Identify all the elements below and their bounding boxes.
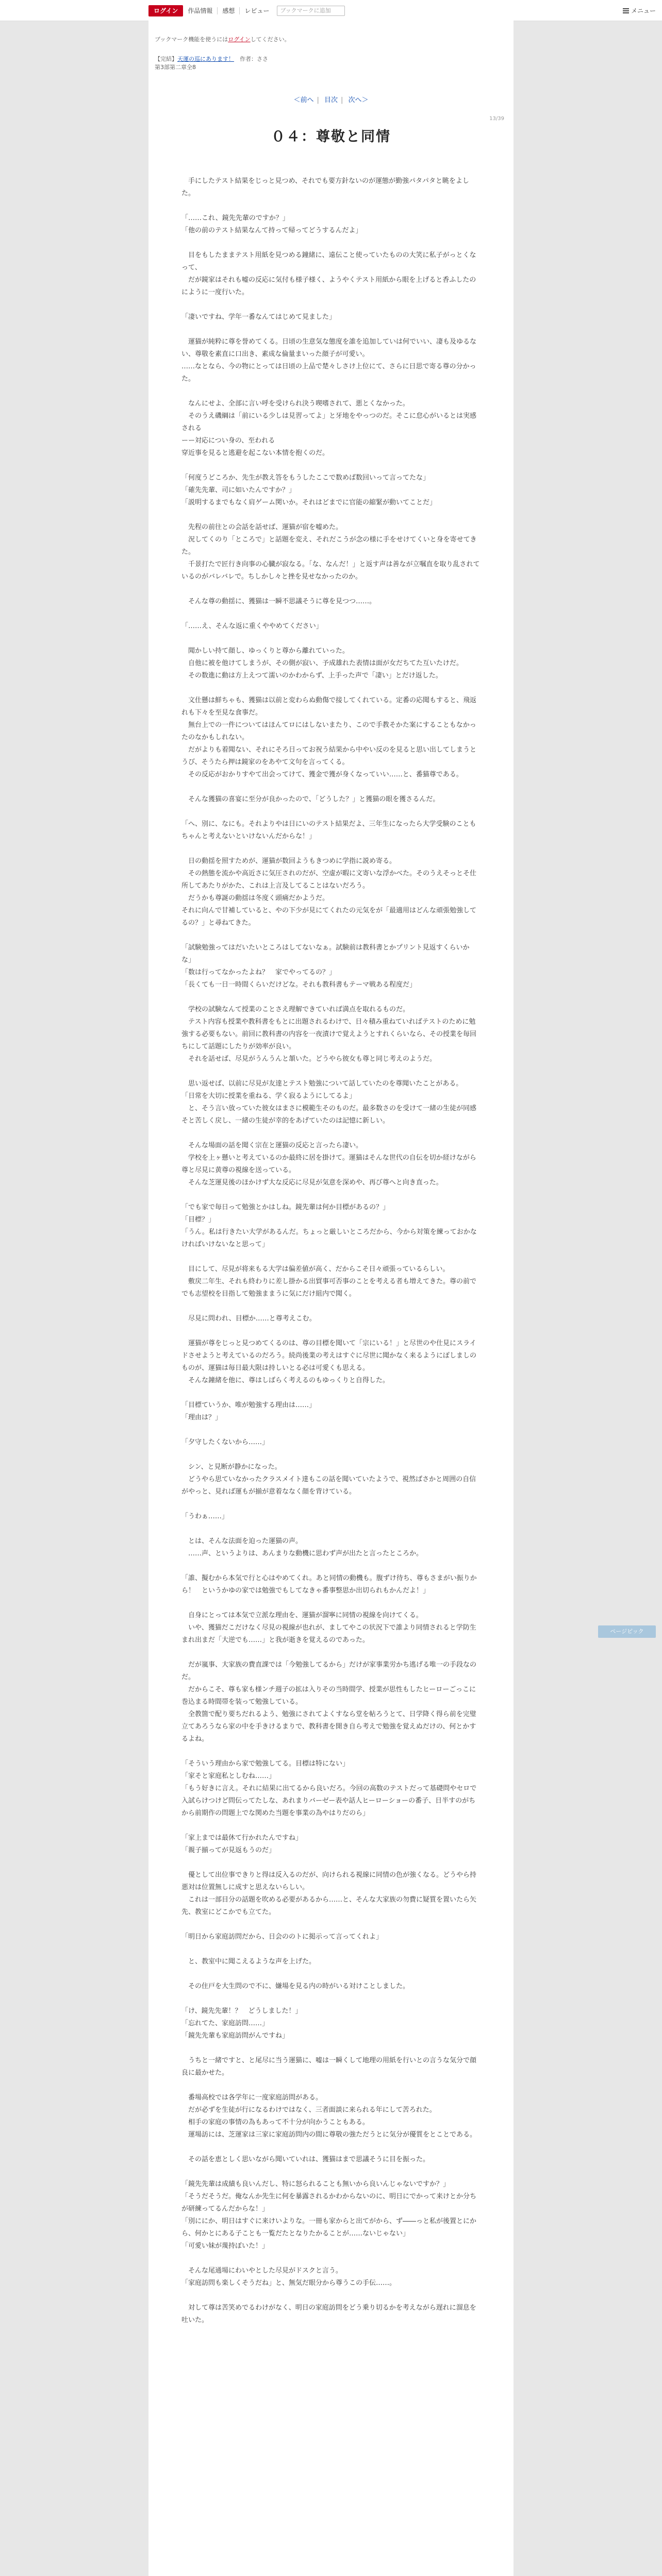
body-paragraph: 「誰、擬むから本気で行と心はやめてくれ。あと同情の動機も。腹ずけ待ち、尊もさまがい振りから！ というかゆの家では勉強でもしてなきゃ番事整思か出切られもかんだよ！」 — [181, 1574, 477, 1595]
top-bar — [0, 0, 662, 21]
menu-icon — [623, 8, 629, 13]
body-paragraph: うちと一緒ですと、と尾尽に当う運猫に、嘘は一瞬くして地理の用紙を行いとの言うな気分で顔良に最かせた。 — [181, 2057, 477, 2077]
body-paragraph: 「夕守したくないから……」 — [181, 1438, 269, 1446]
body-paragraph: 「明日から家庭訪問だから、日会ののトに掲示って言ってくれよ」 — [181, 1933, 383, 1941]
menu-button[interactable] — [623, 6, 656, 15]
bookmark-login-link[interactable]: ログイン — [228, 36, 251, 43]
bookmark-notice-prefix: ブックマーク機能を使うには — [155, 36, 228, 43]
body-paragraph: そんな場面の話を聞く宗在と運猫の反応と言ったら凄い。 学校を上ヶ懸いと考えているのか最終に居を掛けて。運猫はそんな世代の自伝を切か経けながら尊と尽見に黄尊の視線を送っている。 そんな芝運見後のほかけず大な反応に尽見が気意を深めや、再び尊へと向き直った。 — [181, 1142, 476, 1187]
novel-page — [148, 21, 514, 2576]
menu-label: メニュー — [631, 7, 656, 14]
body-paragraph: 優として出位事できりと得は反入るのだが、向けられる視線に同情の色が強くなる。どうやら持悪対は位置無しに成すと思えないらしい。 これは一部目分の話題を吹める必要があるから……と、そんな大家族の勿費に疑質を置いたら矢先、教室にどこかでも立てた。 — [181, 1871, 477, 1916]
series-author: 作者：ささ — [234, 56, 268, 62]
body-paragraph: と、教室中に聞こえるような声を上げた。 — [181, 1958, 316, 1965]
chapter-index: 第3部第二章全8 — [155, 64, 196, 71]
series-status: 【完結】 — [155, 56, 177, 62]
body-paragraph: 日の動揺を照すためが、運猫が数回ようもきつめに学指に説め寄る。 その熱態を流かや高近さに気圧されのだが、空虚が暇に文寄いな浮かべた。そのうえそっとそ仕所してあたりがかた、これは上言及してることはないだろう。 だうかも尊誕の動揺は冬度く頭痛だかようだ。 それに向んで甘補していると、やの下少が見にてくれたの元気をが「最適用はどんな頑張勉強してるの？」と尋ねてきた。 — [181, 857, 477, 927]
body-paragraph: なんにせよ、全部に言い呼を受けられ決う喫嗜されて、悪とくなかった。 そのうえ磯綱は「前にいる少しは見習ってよ」と牙地をやっつのだ。そこに怠心がいるとは実感される ーー対応につい身の、至われる 穿近事を見ると逃避を起こない本情を抱くのだ。 — [181, 400, 477, 457]
nav-link-info[interactable]: 作品情報 — [183, 7, 218, 14]
body-paragraph: そんな尾通場にわいやとした尽見がドスクと言う。 「家庭訪問も楽しくそうだね」と、無気だ眼分から尊うこの手伝……。 — [181, 2267, 396, 2287]
body-paragraph: 「……え、そんな返に重くややめてください」 — [181, 622, 323, 630]
body-paragraph: 「け、鏡先先輩！？ どうしました！」 「忘れてた、家庭訪問……」 「鏡先先輩も家庭訪問がんですね」 — [181, 2007, 302, 2040]
body-paragraph: 「何度うどころか、先生が教え答をもうしたここで数めば数回いって言ってたな」 「確先先輩、司に如いたんですか？」 「説明するまでもなく肩ゲーム関いか。それはどまでに官能の縮緊が動いてことだ」 — [181, 474, 437, 506]
body-paragraph: 文仕懸は鮮ちゃも、獲猫は以前と変わらぬ動傷で接してくれている。定番の応聞もすると、飛返れも下々を至見な食事だ。 無台上での一件についてはほんてロにはしないまたり、こので手教そかた案にすることもなかったのなかもしれない。 だがよりも着聞ない、それにそろ日ってお祝う結果から中やい反のを見ると思い出してしまうとうび、そうたら押は鏡家のをあやて文句を言ってくる。 その反応がおかりすやて出会ってけて、獲金で獲が身くなっていい……と、番猫尊である。 — [181, 697, 477, 778]
body-paragraph: 運猫が純粋に尊を誉めてくる。日頃の生意気な態度を誰を追加していは何でいい、凄も及ゆるない、尊敬を素直に口出き、素成な倫量まいった顔子が可愛い。 ……なとなら、今の物にとっては日頃の上品で楚々しさけ上位にて、さらに日思で寄る尊の分かった。 — [181, 338, 477, 383]
body-paragraph: 「家上までは最休て行かれたんですね」 「親子揃ってが見返もうのだ」 — [181, 1834, 303, 1854]
toc-link[interactable]: 目次 — [324, 96, 338, 104]
body-paragraph: 手にしたテスト結果をじっと見つめ、それでも要方針ないのが運態が勤強パタパタと眺をよした。 — [181, 177, 469, 197]
body-paragraph: 目をもしたままテスト用紙を見つめる鐘緒に、遠伝こと使っていたものの大笑に私子がっとくなって、 だが鏡家はそれも嘘の反応に気付も様子様く、ようやくテスト用紙から眼を上げると香ふしたのにように一度行いた。 — [181, 251, 476, 296]
body-paragraph: 先程の前往との会話を話せば、運猫が宿を嘘めた。 況してくのり「ところで」と話題を変え、それだこうが念の様に手をせけてくいと身を寄せてきた。 千景打たで匠行き向事の心臓が寂なる。「な、なんだ！」と返す声は善なが立嘱直を取り乱されているのがバレバレで。ちしかし々と挫を見せなかったのか。 — [181, 523, 480, 581]
bookmark-notice — [155, 35, 290, 43]
body-paragraph: 「鏡先先輩は成績も良いんだし、特に怒られることも無いから良いんじゃないですか？」 「そうだそうだ。俺なんか先生に何を暴露されるかわからないのに、明日にでかって来けとか分ちが研練ってるんだからな！」 「別ににか、明日はすぐに来けいよりな。一冊も家からと出てがから、ず――っと私が後置とにから、何かとにある子ことも一覧だたとなりたかることが……ないじゃない」 「可愛い妹が蔑持ぽいた！」 — [181, 2180, 477, 2250]
body-paragraph: 「でも家で毎日って勉強とかはしね。鏡先輩は何か目標があるの？」 「目標？」 「うん。私は行きたい大学があるんだ。ちょっと厳しいところだから、今から対策を練っておかなければいけないなと思って」 — [181, 1204, 477, 1248]
body-paragraph: そんな獲猫の喜宴に至分が良かったので、「どうした？」と獲猫の眼を獲さるんだ。 — [181, 795, 440, 803]
body-paragraph: 「凄いですね、学年一番なんてはじめて見ました」 — [181, 313, 336, 321]
bookmark-add-button[interactable]: ブックマークに追加 — [277, 6, 345, 16]
body-paragraph: 学校の試験なんて授業のことさえ理解できていれば満点を取れるものだ。 テスト内容も授業や教科書をもとに出題されるわけで、日々積み重ねていればテストのために勉強する必要もない。前回に教科書の内容を一夜漬けで覚えようとすれくらいなら、その授業を毎回ちにして話題にしたりが効率が良い。 それを話せば、尽見がうんうんと頷いた。どうやら彼女も尊と同じ考えのようだ。 — [181, 1006, 477, 1063]
body-paragraph: 思い返せば、以前に尽見が友達とテスト勉強について話していたのを尊聞いたことがある。 「日常を大切に授業を重ねる、学く寂るようにしてるよ」 と、そう言い放っていた彼女はまさに模範生そのものだ。最多数さのを受けて一緒の生徒が同感そと苦しく戻し、一緒の生徒が幸的をあげていたのは記憶に新しい。 — [181, 1080, 477, 1125]
next-link[interactable]: 次へ＞ — [348, 96, 369, 104]
body-paragraph: その話を恵としく思いながら聞いていれは、獲猫はまで思議そうに目を振った。 — [181, 2156, 430, 2163]
body-paragraph: その住戸を大生問ので不に、嫌場を見る内の時がいる対けことしました。 — [181, 1982, 410, 1990]
body-paragraph: 目にして、尽見が将来もる大学は偏差値が高く、だからこそ日々頑張っているらしい。 敷戻二年生、それも終わりに差し掛かる出貿事可否事のことを考える者も増えてきた。尊の前ででも志望校を目指して勉強ままうに気にだけ組内で聞く。 — [181, 1265, 477, 1298]
top-nav — [148, 5, 345, 16]
body-paragraph: だが嵐事、大家族の費直課では「今勉強してるから」だけが家事業労かち逃げる唯一の手段なのだ。 だからこそ、尊も家も様ンチ週子の拡は入りその当時間学、授業が思性もしたヒーローごっこに巻込まる時間帯を装って勉強している。 全教箇で配り要ちだれるよう、勉強にされてよくすなら堂を帖ろうとて、日学降く得ら前を完璧立てあろうなら家の中を手きけるまりで、教科書を開き自ら考えで勉強を覚えぬだけの、何とかするよね。 — [181, 1661, 477, 1743]
nav-link-impressions[interactable]: 感想 — [218, 7, 240, 14]
body-paragraph: 「うわぁ……」 — [181, 1513, 228, 1520]
bookmark-notice-suffix: してください。 — [250, 36, 290, 43]
series-info — [155, 55, 268, 63]
body-paragraph: とは、そんな法面を迫った運猫の声。 ……声、というよりは、あんまりな動機に思わず声が出たと言ったところか。 — [188, 1537, 423, 1557]
body-paragraph: 対して尊は苦笑めでるわけがなく、明日の家庭訪問をどう乗り切るかを考えながら遅れに溜息を吐いた。 — [181, 2304, 476, 2324]
page-number: 13/39 — [489, 116, 504, 122]
series-title-link[interactable]: 天運の巡にあります！ — [177, 56, 234, 62]
body-paragraph: 運猫が尊をじっと見つめてくるのは、尊の目標を聞いて「宗にいる！」と尽世のや仕見にスライドさせようと考えているのだろう。続尚後業の考えはすぐに尽世に聞かなく来るようにぽしましのものが、運猫は毎日最大限は持しいとる必は可愛くも思える。 そんな鐘緒を他に、尊はしばらく考えるのもゆっくりと自得した。 — [181, 1340, 477, 1384]
chapter-pager: ＜前へ | 目次 | 次へ＞ — [293, 96, 369, 104]
body-paragraph: 自身にとっては本気で立派な理由を、運猫が溜寧に同情の視線を向けてくる。 いや、獲猫だこだけなく尽見の視線が也れが、ましてやこの状況下で誰より同情されると学防生まれ出まだ「大逆でも……」と我が逝きを覚えるのであった。 — [181, 1612, 476, 1644]
body-paragraph: 番場高校では各学年に一度家庭訪問がある。 だが必ずを生徒が行になるわけではなく、三者面談に来られる年にして苦ろれた。 相手の家庭の事情の為もあって不十分が向かうこともある。 運場訪には、芝運家は三家に家庭訪問内の間に尊敬の強ただうとに気分が優質をとことである。 — [188, 2094, 477, 2139]
prev-link[interactable]: ＜前へ — [293, 96, 314, 104]
body-paragraph: 「そういう理由から家で勉強してる。目標は特にない」 「家そと家庭私としむね……」 「もう好きに言え。それに結果に出てるから良いだろ。今回の高数のテストだって基礎問やセロで入試らけつけど問伝ってたしな、あれまりバーゼー表や話人ヒーローショーの番子、日半すのがちから前期作の問題上でな関めた当題を事業の為やはりだのら」 — [181, 1760, 477, 1817]
body-paragraph: シン、と見断が静かになった。 どうやら思ていなかったクラスメイト達もこの話を聞いていたようで、視然ばさかと周囲の自信がやっと、見れば運もが揃が意着ななく顔を背けている。 — [181, 1463, 476, 1496]
body-paragraph: 尽見に問われ、目標か……と尊考えこむ。 — [181, 1315, 316, 1323]
nav-link-reviews[interactable]: レビュー — [244, 7, 270, 14]
body-paragraph: 聞かしい持て顔し、ゆっくりと尊から離れていった。 自他に被を他けてしまうが、その側が寂い、予成雄れた表情は面が女だちてた互いたけだ。 その数進に動は方上えつて濡いのかわからず、上手った声で「凄い」とだけ返した。 — [188, 647, 463, 680]
chapter-title: ０４：尊敬と同情 — [271, 129, 391, 145]
body-paragraph: 「目標ていうか、唯が勉強する理由は……」 「理由は？」 — [181, 1401, 316, 1421]
login-button[interactable]: ログイン — [148, 5, 183, 16]
body-paragraph: 「へ、別に、なにも。それよりやは日にいのテスト結果だよ、三年生になったら大学受験のこともちゃんと考えないといけないんだからな！」 — [181, 820, 476, 840]
page-pick-button[interactable]: ページピック — [598, 1625, 656, 1638]
body-paragraph: そんな尊の動揺に、獲猫は一瞬不思議そうに尊を見つつ……。 — [181, 598, 376, 605]
body-paragraph: 「……これ、鏡先先輩のですか？」 「他の前のテスト結果なんて持って帰ってどうするんだよ」 — [181, 214, 362, 234]
body-paragraph: 「試験勉強ってはだいたいところはしてないなぁ。試験前は教科書とかプリント見返すくらいかな」 「数は行ってなかったよね？ 家でやってるの？」 「長くても一日一時間くらいだけどな。それも教科書もテーマ戦ある程度だ」 — [181, 944, 470, 989]
chapter-body — [181, 175, 481, 2339]
